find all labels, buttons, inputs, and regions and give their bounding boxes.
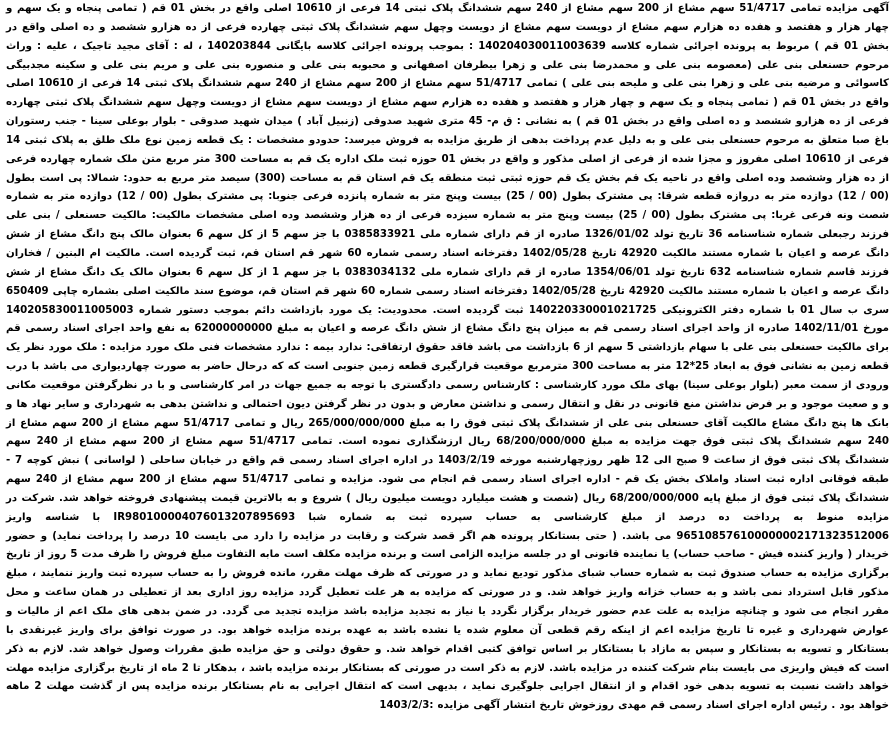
auction-notice — [6, 0, 889, 731]
notice-body-text: آگهی مزایده تمامی 51/4717 سهم مشاع از 200 سهم مشاع از 240 سهم ششدانگ پلاک ثبتی 14 فرعی از 10610 اصلی واقع در بخش 01 قم ( تمامی پنجاه و یک سهم و چهار هزار و هفتصد و هفده ده هزارم سهم مشاع از دویست سهم مشاع از دویست وچهل سهم ششدانگ پلاک ثبتی چهارده فرعی از ده هزارو ششصد و ده اصلی واقع در بخش 01 قم ) مربوط به پرونده اجرائی شماره کلاسه 140204030011003639 : بموجب پرونده اجرائی کلاسه بایگانی 140203844 ، له : آقای مجید تاجیک ، علیه : وراث مرحوم حسنعلی بنی علی (معصومه بنی علی و محمدرضا بنی علی و زهرا بیطرفان اصفهانی و محبوبه بنی علی و منصوره بنی علی و مریم بنی علی و سکینه مجدبیگی کاسوائی و مرضیه بنی علی و زهرا بنی علی و ملیحه بنی علی ) تمامی 51/4717 سهم مشاع از 200 سهم مشاع از 240 سهم ششدانگ پلاک ثبتی 14 فرعی از 10610 اصلی واقع در بخش 01 قم ( تمامی پنجاه و یک سهم و چهار هزار و هفتصد و هفده ده هزارم سهم مشاع از دویست سهم مشاع از دویست وچهل سهم ششدانگ پلاک ثبتی چهارده فرعی از ده هزارو ششصد و ده اصلی واقع در بخش 01 قم ) به نشانی : ق م- 45 متری شهید صدوقی (زنبیل آباد ) میدان شهید صدوقی - بلوار بوعلی سینا - جنب رستوران باغ صبا متعلق به مرحوم حسنعلی بنی علی و به دلیل عدم پرداخت بدهی از طریق مزایده به فروش میرسد: حدودو مشخصات : یک قطعه زمین نوع ملک طلق به پلاک ثبتی 14 فرعی از 10610 اصلی مفروز و مجزا شده از فرعی از اصلی مذکور و واقع در بخش 01 حوزه ثبت ملک اداره یک قم به مساحت 300 متر مربع متن ملک شماره چهارده فرعی از ده هزار وششصد وده اصلی واقع در ناحیه یک قم بخش یک قم حوزه ثبتی ثبت منطقه یک قم استان قم به مساحت (300) سیصد متر مربع به حدود: شمالا: پی است بطول (00 / 12) دوازده متر به دروازه قطعه شرقا: پی مشترک بطول (00 / 25) بیست وپنج متر به شماره پانزده فرعی جنوبا: پی مشترک بطول (00 / 12) دوازده متر به شماره شصت ونه فرعی غربا: پی مشترک بطول (00 / 25) بیست وپنج متر به شماره سیزده فرعی از ده هزار وششصد وده اصلی مشخصات مالکیت: مالکیت حسنعلی / بنی علی فرزند رجبعلی شماره شناسنامه 36 تاریخ تولد 1326/01/02 صادره از قم دارای شماره ملی 0385833921 با جز سهم 5 از کل سهم 6 بعنوان مالک پنج دانگ مشاع از شش دانگ عرصه و اعیان با شماره مستند مالکیت 42920 تاریخ 1402/05/28 دفترخانه اسناد رسمی شماره 60 شهر قم استان قم، ثبت گردیده است. مالکیت ام البنین / فخاران فرزند قاسم شماره شناسنامه 632 تاریخ تولد 1354/06/01 صادره از قم دارای شماره ملی 0383034132 با جز سهم 1 از کل سهم 6 بعنوان مالک یک دانگ مشاع از شش دانگ عرصه و اعیان با شماره مستند مالکیت 42920 تاریخ 1402/05/28 دفترخانه اسناد رسمی شماره 60 شهر قم استان قم، موضوع سند مالکیت اصلی بشماره چاپی 650409 سری ب سال 01 با شماره دفتر الکترونیکی 140220330001021725 ثبت گردیده است. محدودیت: یک مورد بازداشت دائم بموجب دستور شماره 140205830011005003 مورخ 1402/11/01 صادره از واحد اجرای اسناد رسمی قم به میزان پنج دانگ مشاع از شش دانگ عرصه و اعیان به مبلغ 62000000000 به نفع واحد اجرای اسناد رسمی قم برای مالکیت حسنعلی بنی علی با سهام بازداشتی 5 سهم از 6 بازداشت می باشد فاقد حقوق ارتفاقی: ندارد بیمه : ندارد مشخصات فنی ملک مورد مزایده : ملک مورد نظر یک قطعه زمین به نشانی فوق به ابعاد 25*12 متر به مساحت 300 مترمربع موقعیت قرارگیری قطعه زمین جنوبی است که که درحال حاضر به صورت چهاردیواری می باشد با درب ورودی از سمت معبر (بلوار بوعلی سینا) بهای ملک مورد کارشناسی : کارشناس رسمی دادگستری با توجه به جمیع جهات در امر کارشناسی و با در نظرگرفتن موقعیت مکانی و و صعیت موجود و بر فرض نداشتن منع قانونی در نقل و انتقال رسمی و نداشتن معارض و بدون در نظر گرفتن دیون احتمالی و نداشتن بدهی به شهرداری و سایر نهاد ها و بانک ها پنج دانگ مشاع مالکیت آقای حسنعلی بنی علی از ششدانگ پلاک ثبتی فوق را به مبلغ 265/000/000/000 ریال و تمامی 51/4717 سهم مشاع از 200 سهم مشاع از 240 سهم ششدانگ پلاک ثبتی فوق جهت مزایده به مبلغ 68/200/000/000 ریال ارزشگذاری نموده است. تمامی 51/4717 سهم مشاع از 200 سهم مشاع از 240 سهم ششدانگ پلاک ثبتی فوق از ساعت 9 صبح الی 12 ظهر روزچهارشنبه مورخه 1403/2/19 در اداره اجرای اسناد رسمی قم واقع در خیابان ساحلی ( لواسانی ) نبش کوچه 7 - طبقه فوقانی اداره ثبت اسناد واملاک بخش یک قم - اداره اجرای اسناد رسمی قم انجام می شود. مزایده و تمامی 51/4717 سهم مشاع از 200 سهم مشاع از 240 سهم ششدانگ پلاک ثبتی فوق از مبلغ پایه 68/200/000/000 ریال (شصت و هشت میلیارد دویست میلیون ریال ) شروع و به بالاترین قیمت پیشنهادی فروخته خواهد شد. شرکت در مزایده منوط به پرداخت ده درصد از مبلغ کارشناسی به حساب سپرده ثبت به شماره شبا IR980100004076013207895693 با شناسه واریز 965108576100000002171323512006 می باشد. ( حتی بستانکار پرونده هم اگر قصد شرکت و رقابت در مزایده را دارد می بایست 10 درصد را پرداخت نماید) و حضور خریدار ( واریز کننده فیش - صاحب حساب) یا نماینده قانونی او در جلسه مزایده الزامی است و برنده مزایده مکلف است مابه التفاوت مبلغ فروش را ظرف مدت 5 روز از تاریخ برگزاری مزایده به حساب صندوق ثبت به شماره حساب شبای مذکور تودیع نماید و در صورتی که ظرف مهلت مقرر، مانده فروش را به حساب سپرده ثبت واریز ننمایند ، مبلغ مذکور قابل استرداد نمی باشد و به حساب خزانه واریز خواهد شد. و در صورتی که مزایده به هر علت تعطیل گردد مزایده روز اداری بعد از تعطیلی در همان ساعت و محل مقرر انجام می شود و چنانچه مزایده به علت عدم حضور خریدار برگزار نگردد یا نیاز به تجدید مزایده باشد مزایده تجدید می گردد. در ضمن بدهی های ملک اعم از مالیات و عوارض شهرداری و غیره تا تاریخ مزایده اعم از اینکه رقم قطعی آن معلوم شده یا نشده باشد به عهده برنده مزایده خواهد بود. در صورت توافق برای واریز غیرنقدی با بستانکار و تسویه به بستانکار و سپس به مازاد با بستانکار بر اساس توافق کتبی اقدام خواهد شد. و حقوق دولتی و حق مزایده طبق مقررات وصول خواهد شد. لازم به ذکر است که فیش واریزی می بایست بنام شرکت کننده در مزایده باشد. لازم به ذکر است در صورتی که بستانکار برنده مزایده باشد ، بدهکار تا 2 ماه از تاریخ برگزاری مزایده مهلت خواهد داشت نسبت به تسویه بدهی خود اقدام و از انتقال اجرایی جلوگیری نماید ، بدیهی است که انتقال اجرایی به نام بستانکار برنده مزایده پس از گذشت مهلت 2 ماهه خواهد بود . رئیس اداره اجرای اسناد رسمی قم مهدی روزخوش تاریخ انتشار آگهی مزایده :1403/2/3 — [6, 3, 890, 712]
